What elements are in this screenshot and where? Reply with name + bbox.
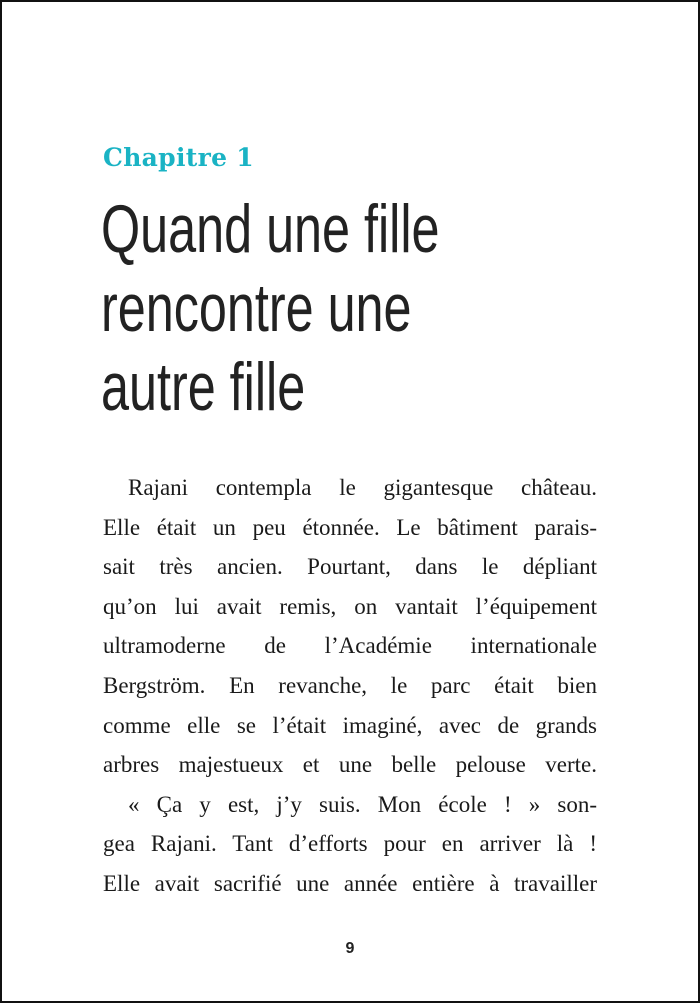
title-line: autre fille	[101, 349, 306, 425]
page-number: 9	[345, 940, 355, 957]
chapter-label: Chapitre 1	[103, 143, 254, 172]
text-line: qu’on lui avait remis, on vantait l’équipement	[103, 593, 597, 619]
title-line: Quand une fille	[101, 191, 440, 267]
title-line: rencontre une	[101, 270, 412, 346]
text-line: gea Rajani. Tant d’efforts pour en arriver là !	[103, 831, 597, 857]
chapter-title	[101, 190, 700, 427]
text-line: Bergström. En revanche, le parc était bien	[103, 672, 597, 698]
text-line: arbres majestueux et une belle pelouse verte.	[103, 752, 597, 778]
text-line: comme elle se l’était imaginé, avec de grands	[103, 712, 597, 738]
body-text	[103, 468, 597, 904]
text-line: Elle était un peu étonnée. Le bâtiment parais-	[103, 514, 597, 540]
text-line: « Ça y est, j’y suis. Mon école ! » son-	[128, 791, 597, 817]
text-line: Rajani contempla le gigantesque château.	[128, 475, 597, 500]
text-line: sait très ancien. Pourtant, dans le dépliant	[103, 554, 597, 580]
text-line: Elle avait sacrifié une année entière à travailler	[103, 870, 597, 896]
text-line: ultramoderne de l’Académie internationale	[103, 633, 597, 659]
